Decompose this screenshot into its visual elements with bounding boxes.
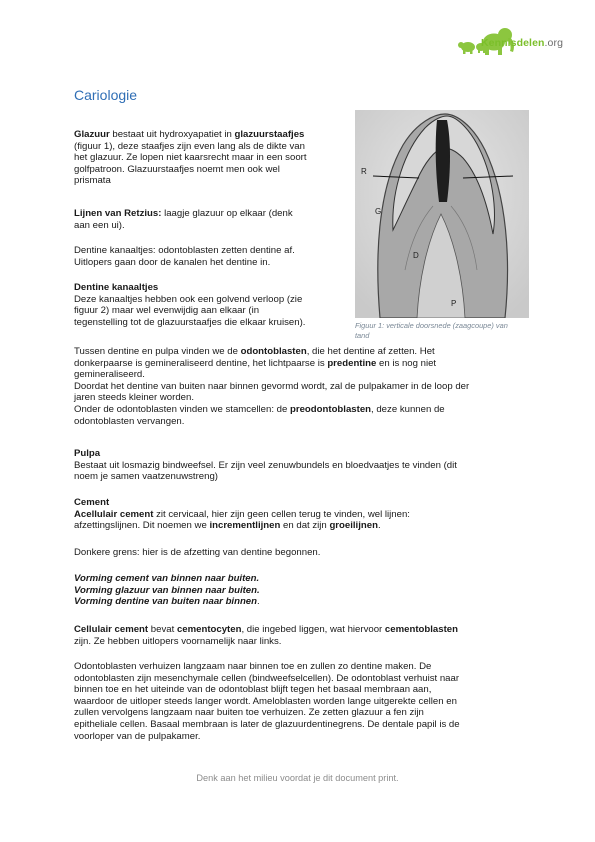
label-p: P [451,299,457,308]
page-title: Cariologie [74,87,138,103]
vorming-paragraph: Vorming cement van binnen naar buiten. Vorming glazuur van binnen naar buiten. Vorming dentine van buiten naar binnen. [74,573,260,608]
pulpa-heading: Pulpa [74,448,101,459]
label-r: R [361,167,367,176]
kanaaltjes-heading: Dentine kanaaltjes [74,282,159,293]
kanaaltjes-section: Dentine kanaaltjes Deze kanaaltjes hebben ook een golvend verloop (zie figuur 2) maar wel evenwijdig aan elkaar (in tegenstelling tot de glazuurstaafjes die elkaar kruisen). [74,282,306,328]
odontoblasten-paragraph: Tussen dentine en pulpa vinden we de odontoblasten, die het dentine af zetten. Het donkerpaarse is gemineraliseerd dentine, het lichtpaarse is predentine en is nog niet gemineraliseerd. Doordat het dentine van buiten naar binnen gevormd wordt, zal de pulpakamer in de loop der jaren steeds kleiner worden. Onder de odontoblasten vinden we stamcellen: de preodontoblasten, deze kunnen de odontoblasten vervangen. [74,346,470,427]
migratie-paragraph: Odontoblasten verhuizen langzaam naar binnen toe en zullen zo dentine maken. De odontoblasten zijn mesenchymale cellen (bindweefselcellen). De odontoblast verhuist naar binnen toe en het uiteinde van de odontoblast blijft tegen het basaal membraan aan, waardoor de uitloper steeds langer wordt. Ameloblasten worden lange uitgerekte cellen en zullen vervolgens langzaam naar buiten toe verhuizen. Ze zetten glazuur a fen zijn epitheliale cellen. Basaal membraan is later de glazuurdentinegrens. De dentale papil is de voorloper van de pulpakamer. [74,661,460,742]
glazuur-paragraph: Glazuur bestaat uit hydroxyapatiet in glazuurstaafjes (figuur 1), deze staafjes zijn even lang als de dikte van het glazuur. Ze lopen niet kaarsrecht maar in een soort golfpatroon. Glazuurstaafjes noemt men ook wel prismata [74,129,307,187]
kanaaltjes-intro-paragraph: Dentine kanaaltjes: odontoblasten zetten dentine af. Uitlopers gaan door de kanalen het dentine in. [74,245,295,268]
label-d: D [413,251,419,260]
tooth-section-figure [355,110,529,318]
kennisdelen-logo: Kennisdelen.org [458,16,578,60]
cement-section: Cement Acellulair cement zit cervicaal, hier zijn geen cellen terug te vinden, wel lijnen: afzettingslijnen. Dit noemen we incrementlijnen en dat zijn groeilijnen. [74,497,410,532]
cement-heading: Cement [74,497,110,508]
cellulair-cement-paragraph: Cellulair cement bevat cementocyten, die ingebed liggen, wat hiervoor cementoblasten zijn. Ze hebben uitlopers voornamelijk naar links. [74,624,458,647]
figure-caption: Figuur 1: verticale doorsnede (zaagcoupe) van tand [355,321,508,340]
donkere-grens-paragraph: Donkere grens: hier is de afzetting van dentine begonnen. [74,547,321,558]
label-g: G [375,207,382,216]
page-footer: Denk aan het milieu voordat je dit document print. [196,773,399,783]
retzius-paragraph: Lijnen van Retzius: laagje glazuur op elkaar (denk aan een ui). [74,208,293,231]
pulpa-section: Pulpa Bestaat uit losmazig bindweefsel. Er zijn veel zenuwbundels en bloedvaatjes te vinden (dit noem je samen vaatzenuwstreng) [74,448,457,483]
